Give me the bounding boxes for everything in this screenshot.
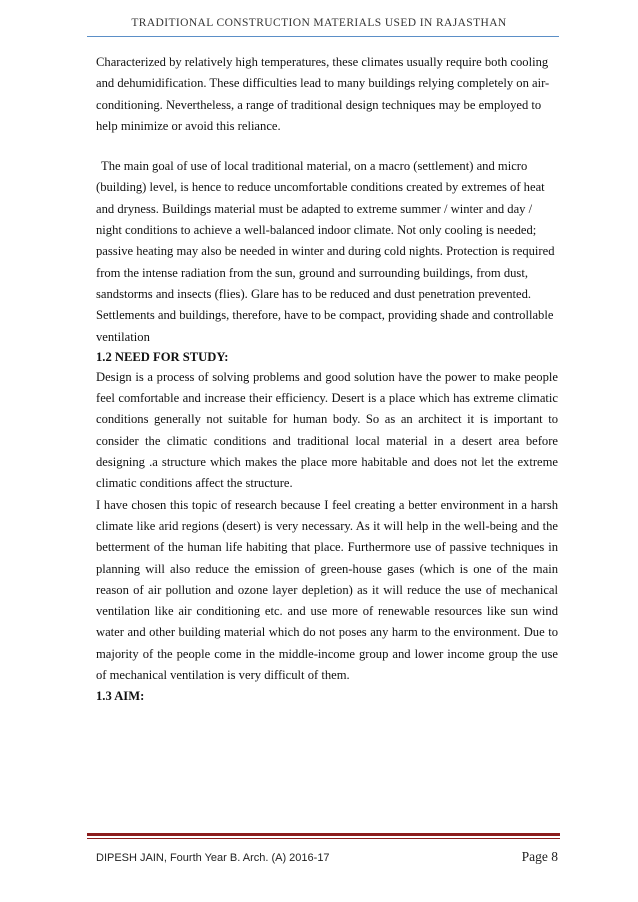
paragraph-research-reason: I have chosen this topic of research because I feel creating a better environment in a harsh climate like arid regions (desert) is very necessary. As it will help in the well-being and the betterment of the human life habiting that place. Furthermore use of passive techniques in planning will also reduce the emission of green-house gases (which is one of the main reason of air pollution and ozone layer depletion) as it will reduce the use of mechanical ventilation like air conditioning etc. and use more of renewable resources like sun wind water and other building material which do not poses any harm to the environment. Due to majority of the people come in the middle-income group and lower income group the use of mechanical ventilation is very difficult of them. <box>96 497 558 683</box>
heading-need-for-study: 1.2 NEED FOR STUDY: <box>96 349 229 364</box>
body-text <box>96 52 558 708</box>
footer-rule-thin <box>87 838 560 839</box>
header-rule <box>87 36 559 37</box>
footer-rule <box>87 833 560 836</box>
paragraph-main-goal: The main goal of use of local traditional material, on a macro (settlement) and micro (building) level, is hence to reduce uncomfortable conditions created by extremes of heat and dryness. Buildings material must be adapted to extreme summer / winter and day / night conditions to achieve a well-balanced indoor climate. Not only cooling is needed; passive heating may also be needed in winter and during cold nights. Protection is required from the intense radiation from the sun, ground and surrounding buildings, from dust, sandstorms and insects (flies). Glare has to be reduced and dust penetration prevented. Settlements and buildings, therefore, have to be compact, providing shade and controllable ventilation <box>96 159 555 344</box>
footer-author: DIPESH JAIN, Fourth Year B. Arch. (A) 2016-17 <box>96 852 330 864</box>
page-number: Page 8 <box>521 849 558 864</box>
running-header: TRADITIONAL CONSTRUCTION MATERIALS USED IN RAJASTHAN <box>131 17 507 29</box>
heading-aim: 1.3 AIM: <box>96 689 145 704</box>
paragraph-design-process: Design is a process of solving problems and good solution have the power to make people feel comfortable and increase their efficiency. Desert is a place which has extreme climatic conditions generally not suitable for human body. So as an architect it is important to consider the climatic conditions and traditional local material in a desert area before designing .a structure which makes the place more habitable and does not let the extreme climatic conditions affect the structure. <box>96 369 558 491</box>
paragraph-climate-intro: Characterized by relatively high temperatures, these climates usually require both cooling and dehumidification. These difficulties lead to many buildings relying completely on air-conditioning. Nevertheless, a range of traditional design techniques may be employed to help minimize or avoid this reliance. <box>96 55 550 133</box>
